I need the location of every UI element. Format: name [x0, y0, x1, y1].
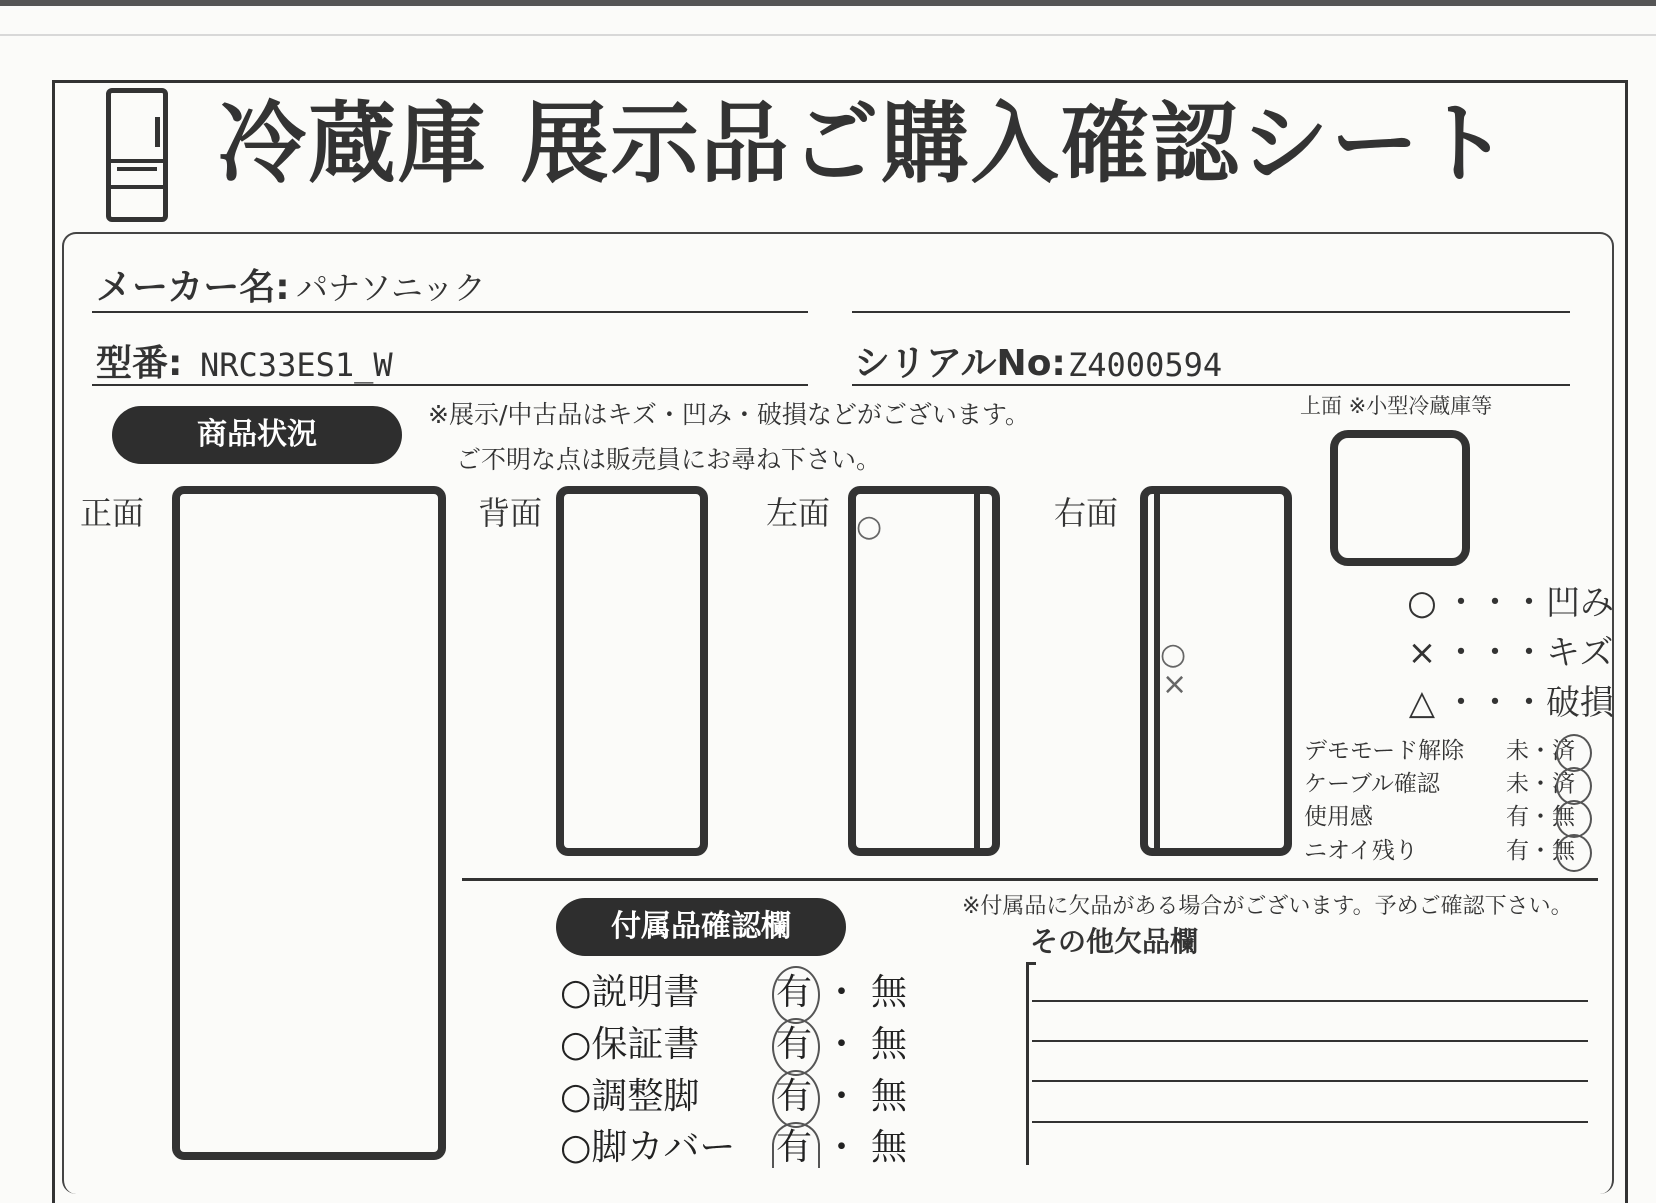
model-value: NRC33ES1_W — [200, 346, 393, 384]
top-view-box — [1330, 430, 1470, 566]
other-missing-line-1 — [1032, 1000, 1588, 1002]
front-view-label: 正面 — [80, 494, 145, 532]
legend-row-scratch — [1400, 633, 1614, 673]
condition-heading: 商品状況 — [112, 406, 402, 464]
accessory-legs-circle — [772, 1070, 820, 1128]
model-label: 型番: — [96, 343, 183, 384]
legend-row-damage — [1400, 683, 1614, 723]
front-view-box — [172, 486, 446, 1160]
other-missing-line-4 — [1032, 1121, 1588, 1123]
legend-dent-symbol: ○ — [1407, 583, 1437, 623]
legend-damage-symbol: △ — [1408, 683, 1436, 723]
accessories-heading: 付属品確認欄 — [556, 898, 846, 956]
other-missing-line-3 — [1032, 1080, 1588, 1082]
accessory-warranty-label: ○保証書 — [560, 1024, 700, 1065]
accessory-leg-cover-options: 有 ・ 無 — [776, 1127, 907, 1168]
other-missing-heading: その他欠品欄 — [1030, 925, 1199, 958]
maker-underline — [92, 311, 808, 313]
check-cable-label: ケーブル確認 — [1304, 771, 1440, 797]
accessory-legs-label: ○調整脚 — [560, 1076, 700, 1117]
accessory-warranty-circle — [772, 1018, 820, 1076]
check-cable-options: 未・済 — [1506, 771, 1575, 797]
scan-line — [0, 34, 1656, 36]
check-usage-circle — [1556, 800, 1592, 838]
left-view-label: 左面 — [766, 494, 831, 532]
right-view-label: 右面 — [1054, 494, 1119, 532]
section-divider — [462, 878, 1598, 881]
maker-value: パナソニック — [296, 269, 486, 307]
accessory-leg-cover-label: ○脚カバー — [560, 1127, 736, 1168]
check-odor-label: ニオイ残り — [1304, 838, 1418, 864]
blank-underline — [852, 311, 1570, 313]
top-view-label: 上面 ※小型冷蔵庫等 — [1300, 394, 1493, 418]
other-missing-bracket — [1026, 962, 1029, 1165]
condition-note-line2: ご不明な点は販売員にお尋ね下さい。 — [456, 445, 882, 474]
accessory-leg-cover-circle — [772, 1122, 820, 1168]
maker-label: メーカー名: — [96, 267, 290, 308]
legend-scratch-dots: ・・・ — [1444, 633, 1546, 673]
accessory-manual-circle — [772, 966, 820, 1024]
back-view-label: 背面 — [478, 494, 543, 532]
legend-scratch-symbol: × — [1407, 633, 1437, 673]
serial-label: シリアルNo: — [854, 343, 1066, 384]
other-missing-bracket-tick — [1026, 962, 1036, 965]
model-underline — [92, 384, 808, 386]
check-usage-label: 使用感 — [1304, 804, 1373, 830]
back-view-box — [556, 486, 708, 856]
scan-edge — [0, 0, 1656, 6]
legend-damage-meaning: 破損 — [1546, 683, 1614, 723]
left-view-dent-mark: ○ — [856, 509, 883, 544]
check-usage-options: 有・無 — [1506, 804, 1575, 830]
sheet-title: 冷蔵庫 展示品ご購入確認シート — [218, 92, 1511, 195]
check-demo-mode-label: デモモード解除 — [1304, 738, 1465, 764]
check-odor-options: 有・無 — [1506, 838, 1575, 864]
accessories-note: ※付属品に欠品がある場合がございます。予めご確認下さい。 — [962, 894, 1573, 919]
legend-dent-dots: ・・・ — [1444, 583, 1546, 623]
right-view-dent-mark: ○ — [1160, 637, 1187, 672]
serial-value: Z4000594 — [1068, 346, 1223, 384]
accessory-warranty-options: 有 ・ 無 — [776, 1024, 907, 1065]
right-view-scratch-mark: × — [1162, 667, 1188, 702]
accessory-legs-options: 有 ・ 無 — [776, 1076, 907, 1117]
legend-dent-meaning: 凹み — [1546, 583, 1614, 623]
serial-underline — [852, 384, 1570, 386]
left-view-door-line — [974, 490, 980, 852]
legend-damage-dots: ・・・ — [1444, 683, 1546, 723]
legend-scratch-meaning: キズ — [1546, 633, 1614, 673]
check-odor-circle — [1556, 834, 1592, 872]
check-demo-mode-options: 未・済 — [1506, 738, 1575, 764]
condition-note-line1: ※展示/中古品はキズ・凹み・破損などがございます。 — [428, 400, 1030, 429]
other-missing-line-2 — [1032, 1040, 1588, 1042]
accessory-manual-options: 有 ・ 無 — [776, 972, 907, 1013]
legend-row-dent — [1400, 583, 1614, 623]
accessory-manual-label: ○説明書 — [560, 972, 700, 1013]
refrigerator-icon — [106, 88, 168, 222]
